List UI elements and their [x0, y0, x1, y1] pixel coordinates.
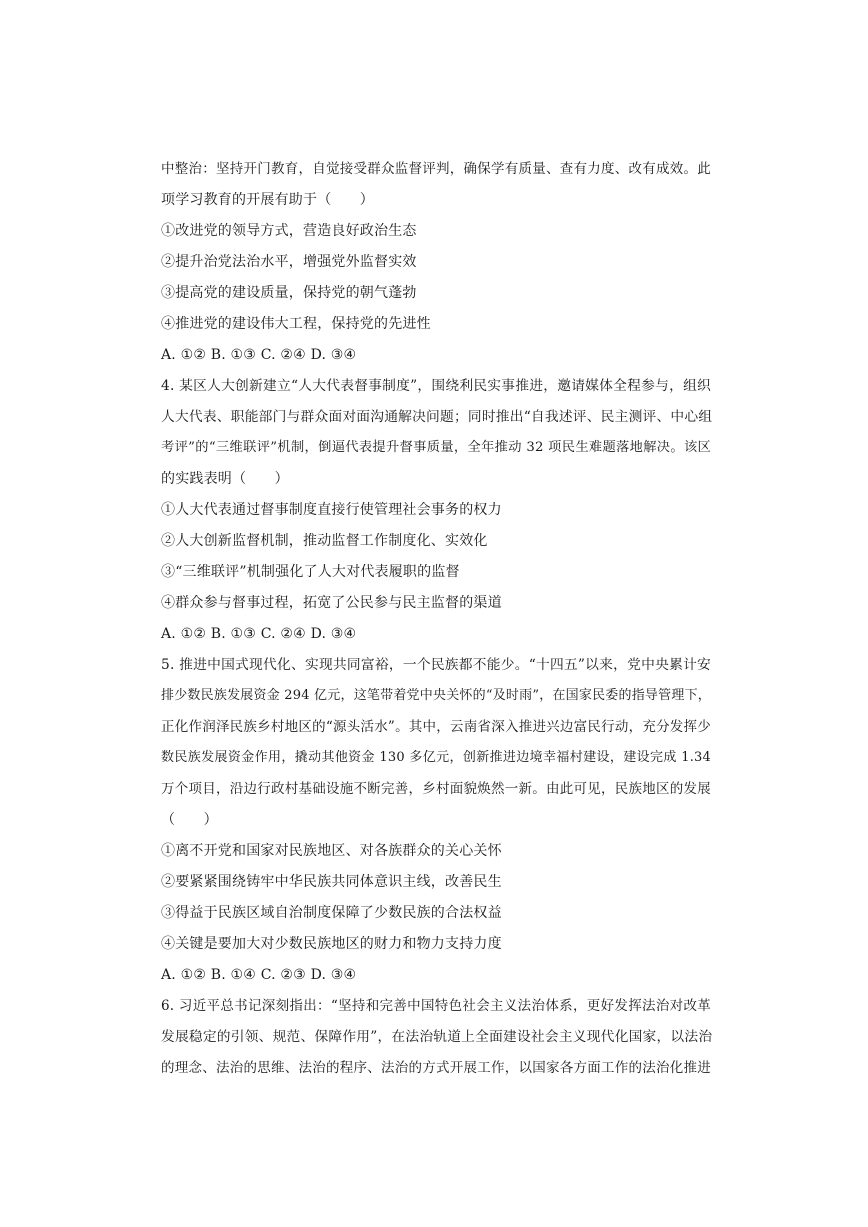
- question-text: 6. 习近平总书记深刻指出：“坚持和完善中国特色社会主义法治体系，更好发挥法治对改革: [161, 998, 711, 1014]
- option-line: ③“三维联评”机制强化了人大对代表履职的监督: [161, 564, 460, 580]
- option-line: ③得益于民族区域自治制度保障了少数民族的合法权益: [161, 905, 502, 921]
- question-text: 5. 推进中国式现代化、实现共同富裕，一个民族都不能少。“十四五”以来，党中央累计安: [161, 657, 711, 673]
- option-line: ②提升治党法治水平，增强党外监督实效: [161, 254, 417, 270]
- option-line: ④关键是要加大对少数民族地区的财力和物力支持力度: [161, 936, 502, 952]
- question-text: 的实践表明（ ）: [161, 471, 289, 487]
- question-text: 的理念、法治的思维、法治的程序、法治的方式开展工作，以国家各方面工作的法治化推进: [161, 1060, 711, 1076]
- text-line: 中整治：坚持开门教育，自觉接受群众监督评判，确保学有质量、查有力度、改有成效。此: [161, 161, 711, 177]
- option-line: ①离不开党和国家对民族地区、对各族群众的关心关怀: [161, 843, 502, 859]
- question-text: 正化作润泽民族乡村地区的“源头活水”。其中，云南省深入推进兴边富民行动，充分发挥少: [161, 719, 711, 735]
- text-line: 项学习教育的开展有助于（ ）: [161, 192, 374, 208]
- question-text: 人大代表、职能部门与群众面对面沟通解决问题；同时推出“自我述评、民主测评、中心组: [161, 409, 713, 425]
- question-text: 数民族发展资金作用，撬动其他资金 130 多亿元，创新推进边境幸福村建设，建设完成 1.34: [161, 750, 711, 765]
- option-line: ④推进党的建设伟大工程，保持党的先进性: [161, 316, 431, 332]
- answer-choices: A. ①② B. ①③ C. ②④ D. ③④: [161, 626, 357, 642]
- question-text: （ ）: [161, 812, 218, 828]
- option-line: ②要紧紧围绕铸牢中华民族共同体意识主线，改善民生: [161, 874, 502, 890]
- question-text: 发展稳定的引领、规范、保障作用”，在法治轨道上全面建设社会主义现代化国家，以法治: [161, 1029, 713, 1045]
- answer-choices: A. ①② B. ①④ C. ②③ D. ③④: [161, 967, 357, 983]
- option-line: ④群众参与督事过程，拓宽了公民参与民主监督的渠道: [161, 595, 502, 611]
- answer-choices: A. ①② B. ①③ C. ②④ D. ③④: [161, 347, 357, 363]
- question-text: 排少数民族发展资金 294 亿元，这笔带着党中央关怀的“及时雨”，在国家民委的指导管理下，: [161, 688, 711, 703]
- option-line: ①改进党的领导方式，营造良好政治生态: [161, 223, 417, 239]
- question-text: 万个项目，沿边行政村基础设施不断完善，乡村面貌焕然一新。由此可见，民族地区的发展: [161, 781, 711, 797]
- question-text: 4. 某区人大创新建立“人大代表督事制度”，围绕利民实事推进，邀请媒体全程参与，组织: [161, 378, 711, 394]
- question-text: 考评”的“三维联评”机制，倒逼代表提升督事质量，全年推动 32 项民生难题落地解决。该区: [161, 440, 711, 455]
- option-line: ①人大代表通过督事制度直接行使管理社会事务的权力: [161, 502, 502, 518]
- option-line: ③提高党的建设质量，保持党的朝气蓬勃: [161, 285, 417, 301]
- option-line: ②人大创新监督机制，推动监督工作制度化、实效化: [161, 533, 488, 549]
